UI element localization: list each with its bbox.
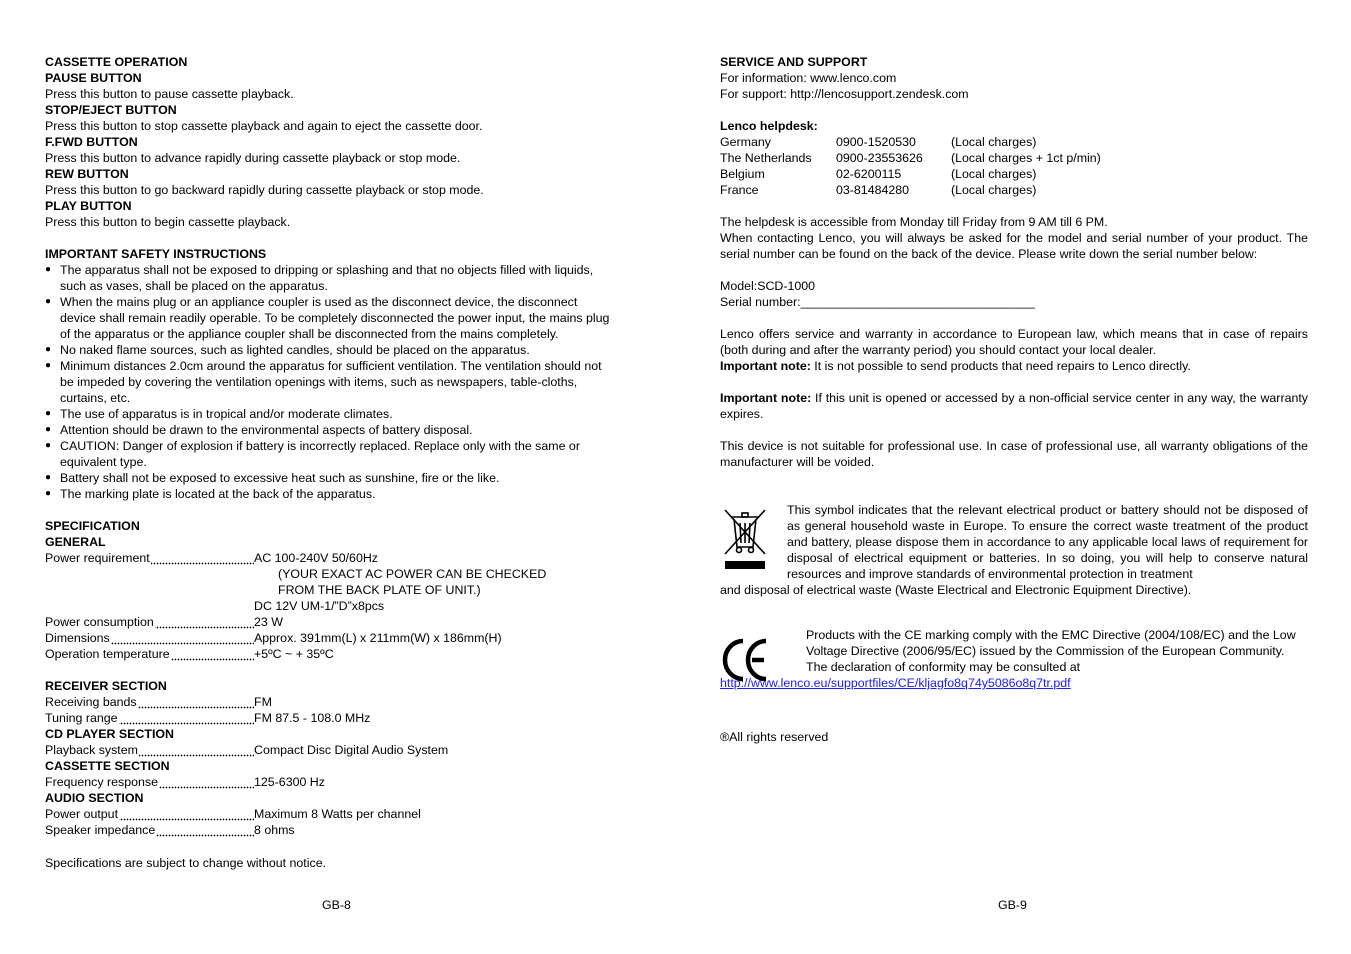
safety-line: of the apparatus or the appliance coupler shall be disconnected from the mains completely. [60,327,559,341]
helpdesk-phone: 0900-23553626 [836,151,923,165]
safety-line: ● No naked flame sources, such as lighted candles, should be placed on the apparatus. [60,343,530,357]
table-row [720,150,1101,166]
pause-button-desc: Press this button to pause cassette playback. [45,87,294,101]
stop-eject-button-title: STOP/EJECT BUTTON [45,103,177,117]
spec-value: 23 W [254,615,283,629]
weee-text: This symbol indicates that the relevant electrical product or battery should not be disposed of as general household waste in Europe. To ensure the correct waste treatment of the product and battery, please dispose them in accordance to any applicable local laws of requirement for disposal of electrical equipment or batteries. In so doing, you will help to conserve natural resources and improve standards of environmental protection in treatment [787,503,1308,581]
power-note-2: FROM THE BACK PLATE OF UNIT.) [278,583,481,597]
spec-row [45,614,645,630]
spec-value: 125-6300 Hz [254,775,325,789]
ce-declaration-link[interactable]: http://www.lenco.eu/supportfiles/CE/kljagfo8q74y5086o8q7tr.pdf [720,676,1071,690]
cd-player-section-title: CD PLAYER SECTION [45,727,174,741]
table-row [720,182,1101,198]
spec-row [45,630,645,646]
safety-list [45,262,645,502]
ce-mark-icon [722,637,768,683]
safety-line: ● Minimum distances 2.0cm around the apparatus for sufficient ventilation. The ventilation should not [60,359,602,373]
important-text: It is not possible to send products that need repairs to Lenco directly. [810,359,1191,373]
safety-line: ● When the mains plug or an appliance coupler is used as the disconnect device, the disconnect [60,295,578,309]
warranty-text: Lenco offers service and warranty in accordance to European law, which means that in case of repairs (both during and after the warranty period) you should contact your local dealer. [720,327,1308,357]
important-note-1 [720,358,1308,374]
spec-value: AC 100-240V 50/60Hz [254,551,378,565]
safety-line: curtains, etc. [60,391,131,405]
spec-label: Operation temperature [45,647,170,661]
spec-row [45,742,645,758]
table-row [720,166,1101,182]
helpdesk-table [720,134,1101,198]
rew-button-desc: Press this button to go backward rapidly during cassette playback or stop mode. [45,183,484,197]
safety-item [45,342,635,358]
left-page [45,54,645,871]
spec-value: FM 87.5 - 108.0 MHz [254,711,371,725]
spec-note: Specifications are subject to change without notice. [45,856,327,870]
important-label: Important note: [720,359,811,373]
helpdesk-charges: (Local charges + 1ct p/min) [951,151,1101,165]
safety-line: ● CAUTION: Danger of explosion if battery is incorrectly replaced. Replace only with the same or [60,439,580,453]
helpdesk-phone: 0900-1520530 [836,135,916,149]
service-support-title: SERVICE AND SUPPORT [720,55,868,69]
spec-label: Power requirement [45,551,150,565]
safety-line: be impeded by covering the ventilation openings with items, such as newspapers, table-cloths, [60,375,578,389]
ce-notice [720,627,1310,691]
spec-label: Speaker impedance [45,823,156,837]
page-number-right: GB-9 [998,898,1027,912]
spec-row [45,646,645,662]
important-note-2 [720,390,1308,422]
ce-text: Products with the CE marking comply with the EMC Directive (2004/108/EC) and the Low Voltage Directive (2006/95/EC) issued by the Commission of the European Community. [806,628,1296,658]
crossed-out-wheelie-bin-icon [722,507,768,569]
ffwd-button-title: F.FWD BUTTON [45,135,138,149]
serial-line: Serial number:__________________________________ [720,295,1035,309]
model-line: Model:SCD-1000 [720,279,816,293]
safety-item [45,294,635,342]
helpdesk-charges: (Local charges) [951,183,1037,197]
spec-row [45,694,645,710]
ffwd-button-desc: Press this button to advance rapidly during cassette playback or stop mode. [45,151,461,165]
helpdesk-country: Belgium [720,167,765,181]
general-title: GENERAL [45,535,106,549]
safety-item [45,262,635,294]
ce-conformity: The declaration of conformity may be consulted at [806,660,1081,674]
weee-tail: and disposal of electrical waste (Waste Electrical and Electronic Equipment Directive). [720,583,1192,597]
safety-item [45,438,635,470]
safety-item [45,422,635,438]
table-row [720,134,1101,150]
helpdesk-country: France [720,183,759,197]
helpdesk-phone: 03-81484280 [836,183,910,197]
hours-text: The helpdesk is accessible from Monday till Friday from 9 AM till 6 PM. [720,215,1108,229]
helpdesk-phone: 02-6200115 [836,167,902,181]
spec-label: Receiving bands [45,695,137,709]
right-page [720,54,1310,745]
info-line: For information: www.lenco.com [720,71,897,85]
spec-label: Playback system [45,743,138,757]
page-number-left: GB-8 [322,898,351,912]
safety-line: equivalent type. [60,455,147,469]
receiver-section-title: RECEIVER SECTION [45,679,167,693]
spec-row [45,710,645,726]
power-note-1: (YOUR EXACT AC POWER CAN BE CHECKED [278,567,547,581]
safety-line: ● The marking plate is located at the back of the apparatus. [60,487,376,501]
specification-title: SPECIFICATION [45,519,140,533]
weee-notice [720,502,1310,598]
spec-label: Power consumption [45,615,154,629]
spec-label: Power output [45,807,119,821]
safety-item [45,486,635,502]
spec-label: Frequency response [45,775,158,789]
play-button-desc: Press this button to begin cassette playback. [45,215,291,229]
contact-text: When contacting Lenco, you will always be asked for the model and serial number of your product. The serial number can be found on the back of the device. Please write down the serial number below: [720,231,1308,261]
spec-value: 8 ohms [254,823,295,837]
audio-section-title: AUDIO SECTION [45,791,144,805]
play-button-title: PLAY BUTTON [45,199,132,213]
safety-item [45,406,635,422]
safety-item [45,470,635,486]
important-text: If this unit is opened or accessed by a non-official service center in any way, the warranty expires. [720,391,1308,421]
spec-value: +5ºC ~ + 35ºC [254,647,334,661]
stop-eject-button-desc: Press this button to stop cassette playback and again to eject the cassette door. [45,119,483,133]
helpdesk-charges: (Local charges) [951,135,1037,149]
spec-row-power-requirement [45,550,645,566]
spec-row [45,806,645,822]
helpdesk-title: Lenco helpdesk: [720,119,818,133]
safety-line: ● The apparatus shall not be exposed to dripping or splashing and that no objects filled with liquids, [60,263,594,277]
spec-value: Maximum 8 Watts per channel [254,807,421,821]
spec-value: Compact Disc Digital Audio System [254,743,449,757]
spec-row [45,822,645,838]
cassette-section-title: CASSETTE SECTION [45,759,170,773]
power-dc: DC 12V UM-1/”D”x8pcs [254,599,385,613]
helpdesk-charges: (Local charges) [951,167,1037,181]
safety-line: such as vases, shall be placed on the apparatus. [60,279,328,293]
helpdesk-country: The Netherlands [720,151,812,165]
rights-reserved: ®All rights reserved [720,730,829,744]
professional-text: This device is not suitable for professional use. In case of professional use, all warranty obligations of the manufacturer will be voided. [720,439,1308,469]
pause-button-title: PAUSE BUTTON [45,71,142,85]
spec-label: Tuning range [45,711,118,725]
spec-label: Dimensions [45,631,110,645]
spec-value: FM [254,695,272,709]
safety-title: IMPORTANT SAFETY INSTRUCTIONS [45,247,267,261]
safety-item [45,358,635,406]
important-label: Important note: [720,391,812,405]
rew-button-title: REW BUTTON [45,167,129,181]
safety-line: ● Attention should be drawn to the environmental aspects of battery disposal. [60,423,473,437]
helpdesk-country: Germany [720,135,771,149]
cassette-operation-title: CASSETTE OPERATION [45,55,188,69]
safety-line: ● The use of apparatus is in tropical and/or moderate climates. [60,407,393,421]
safety-line: ● Battery shall not be exposed to excessive heat such as sunshine, fire or the like. [60,471,500,485]
spec-row [45,774,645,790]
safety-line: device shall remain readily operable. To be completely disconnected the power input, the mains plug [60,311,610,325]
spec-value: Approx. 391mm(L) x 211mm(W) x 186mm(H) [254,631,502,645]
support-line: For support: http://lencosupport.zendesk.com [720,87,969,101]
